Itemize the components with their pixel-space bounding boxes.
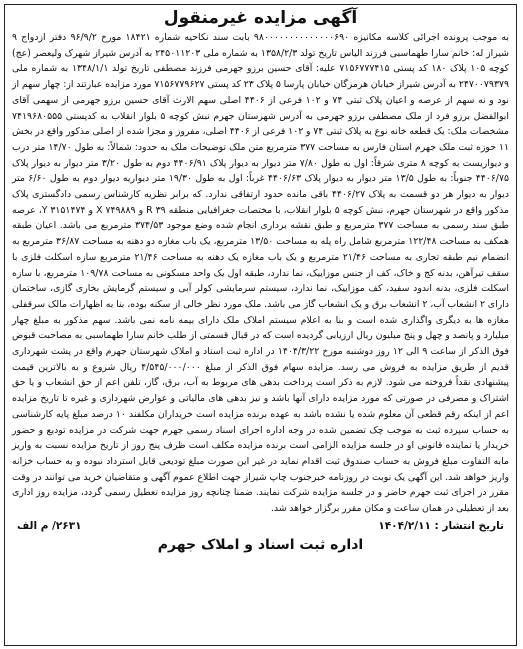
office-name: اداره ثبت اسناد و املاک جهرم — [157, 536, 364, 553]
notice-title: آگهی مزایده غیرمنقول — [163, 8, 358, 28]
notice-body: به موجب پرونده اجرائی کلاسه مکانیزه ۹۸۰۰۰۰۰۰۰۰۰۰۰۰۰۰۶۹۰ بابت سند نکاحیه شماره ۱۸۴۲۱ مورخ ۹۶/۹/۲ دفتر ازدواج ۹ شیراز له: خانم سارا طهماسبی فرزند الیاس تاریخ تولد ۱۳۵۸/۲/۳ به شماره ملی ۲۴۵۰۱۱۲۰۳ به آدرس شیراز شهرک ولیعصر (عج) کوچه ۱۰۵ پلاک ۱۸۰ کد پستی ۷۱۵۶۷۷۷۴۱۵ علیه: آقای حسین برزو جهرمی فرزند مصطفی تاریخ تولد ۱۳۴۸/۱/۱ به شماره ملی ۲۴۷۰۰۷۹۳۷۹ به آدرس شیراز خیابان هرمزگان خیابان پارسا ۵ پلاک ۲۳ کد پستی ۷۱۵۶۷۷۹۶۲۷ مورد مزایده عبارتند از: چهار سهم از نود و نه سهم از عرصه و اعیان پلاک ثبتی ۷۴ و ۱۰۲ فرعی از ۴۴۰۶ اصلی سهم الارث آقای حسین برزو جهرمی از سهمی آقای ابوالفضل برزو فرد از ملک مصطفی برزو جهرمی به آدرس شهرستان جهرم نبش کوچه ۵ بلوار انقلاب به کدپستی ۷۴۱۹۶۸۰۵۵۵ مشخصات ملک: یک قطعه خانه نوع به پلاک ثبتی ۷۴ و ۱۰۲ فرعی از ۴۴۰۶ اصلی، مفروز و مجزا شده از اصلی مذکور واقع در بخش ۱۱ حوزه ثبت ملک جهرم استان فارس به مساحت ۳۷۷ مترمربع متن ملک توضیحات ملک به حدود: شمالاً: به طول ۱۴/۷۰ متر درب و دیواریست به کوچه ۸ متری شرقاً: اول به طول ۷/۸۰ متر دیوار به دیوار پلاک ۴۴۰۶/۹۱ دوم به طول ۳/۲۰ متر دیوار به دیوار پلاک ۴۴۰۶/۷۵ جنوباً: به طول ۱۳/۵ متر دیوار به دیوار پلاک ۴۴۰۶/۶۳ غرباً: اول به طول ۱۹/۳۰ متر دیواریه دیوار دوم به طول ۶/۶۰ متر دیوار به دیوار هر دو قسمت به پلاک ۴۴۰۶/۲۷ باقی مانده حدود ارتفاقی ندارد. که برابر نظریه کارشناس رسمی دادگستری پلاک مذکور واقع در شهرستان جهرم، نبش کوچه ۵ بلوار انقلاب، با مختصات جغرافیایی منطقه ۳۹ R و X ۷۴۹۸۸۹ و Y ۳۱۵۱۴۷۴، عرصه طبق سند رسمی به مساحت ۳۷۷ مترمربع و طبق نقشه برداری انجام شده وضع موجود ۳۷۴/۵۳ مترمربع می باشد. اعیان طبقه همکف به مساحت ۱۲۲/۴۸ مترمربع شامل راه پله به مساحت ۱۳/۵۰ مترمربع، یک باب مغازه دو دهنه به مساحت ۳۶/۸۷ مترمربع به انضمام نیم طبقه تجاری به مساحت ۲۱/۴۶ مترمربع و یک باب مغازه یک دهنه به مساحت ۲۱/۴۶ مترمربع سازه اسکلت فلزی با سقف تیرآهن، بدنه کج و خاک، کف از جنس موزاییک، نما ندارد، طبقه اول یک واحد مسکونی به مساحت ۱۰۹/۷۸ مترمربع، با سازه اسکلت فلزی، بدنه اندود سفید، کف موزاییک، نما ندارد، سیستم سرمایشی کولر آبی و سیستم گرمایش بخاری گازی، ساختمان دارای ۲ انشعاب آب، ۲ انشعاب برق و یک انشعاب گاز می باشد. ملک مورد نظر خالی از سکنه بوده، بنا به اظهارات مالک سرقفلی مغازه ها به دیگری واگذاری شده است و بنا به اعلام سیستم املاک ملک دارای بیمه نامه نمی باشد. سهم مذکور به مبلغ چهار میلیارد و پانصد و چهل و پنج میلیون ریال ارزیابی گردیده است که در قبال قسمتی از طلب خانم سارا طهماسبی به مصاحبت قبوض فوق الذکر از ساعت ۹ الی ۱۲ روز دوشنبه مورخ ۱۴۰۴/۳/۲۲ در اداره ثبت اسناد و املاک شهرستان جهرم واقع در پشت شهرداری قدیم از طریق مزایده به فروش می رسد. مزایده سهام فوق الذکر از مبلغ ۴/۵۴۵/۰۰۰/۰۰۰ ریال شروع و به بالاترین قیمت پیشنهادی نقداً فروخته می شود. لازم به ذکر است پرداخت بدهی های مربوط به آب، برق، گاز، تلفن اعم از حق انشعاب و یا حق اشتراک و مصرفی در صورتی که مورد مزایده دارای آنها باشد و نیز بدهی های مالیاتی و عوارض شهرداری و غیره تا تاریخ مزایده اعم از اینکه رقم قطعی آن معلوم شده یا نشده باشد به عهده برنده مزایده است خریداران مکلفند ۱۰ درصد مبلغ پایه کارشناسی به حساب سپرده ثبت به موجب چک تضمین شده در وجه اداره اجرای اسناد رسمی جهرم جهت شرکت در مزایده تودیع و حضور خریدار یا نماینده قانونی او در جلسه مزایده الزامی است برنده مزایده مکلف است ظرف پنج روز از تاریخ مزایده نسبت به واریز مابه التفاوت مبلغ فروش به حساب صندوق ثبت اقدام نماید در غیر این صورت مبلغ تودیعی قابل استرداد نبوده و به حساب خزانه واریز خواهد شد. این آگهی یک نوبت در روزنامه خبرجنوب چاپ شیراز جهت اطلاع عموم آگهی و متقاضیان خرید می توانند در وقت مقرر در اجرای ثبت جهرم حاضر و در جلسه مزایده شرکت نمایند. ضمنا چنانچه روز مزایده تعطیل رسمی گردد، مزایده روز اداری بعد از تعطیلی در همان ساعت و مکان مقرر برگزار خواهد شد. — [12, 32, 509, 515]
publish-date: تاریخ انتشار : ۱۴۰۴/۲/۱۱ — [378, 519, 504, 532]
notice-code: ۲۶۳۱/ م الف — [17, 519, 82, 532]
notice-frame — [4, 4, 517, 646]
notice-footer — [5, 520, 516, 532]
